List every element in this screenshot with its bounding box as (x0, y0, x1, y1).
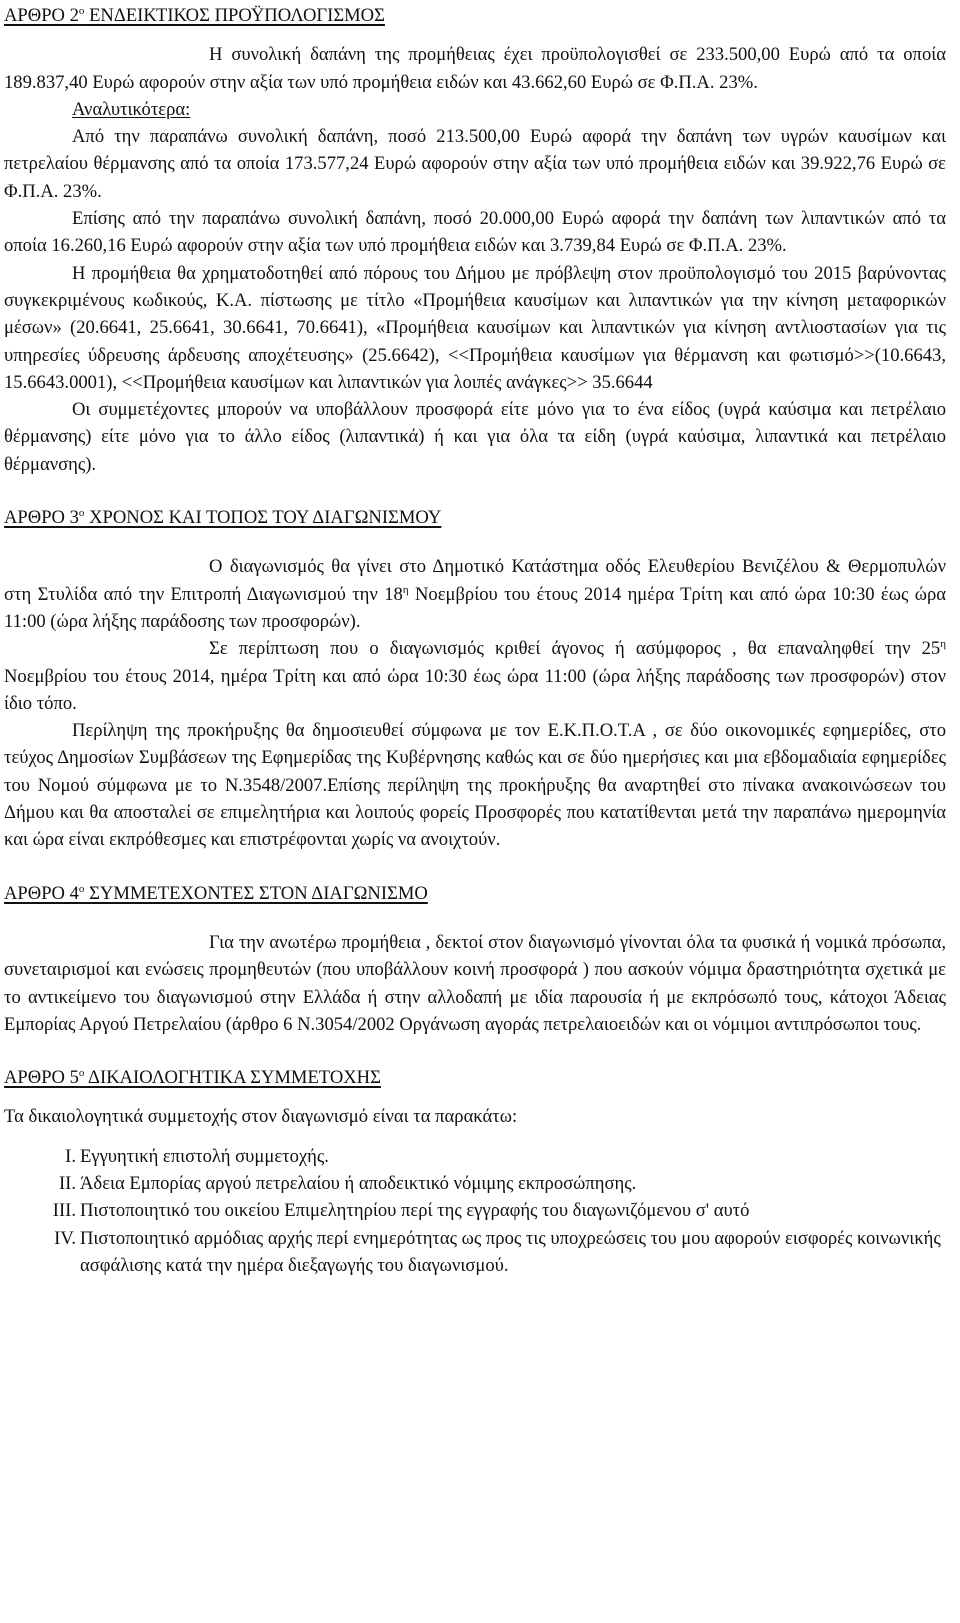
article-5-heading: ΑΡΘΡΟ $5^o$ ΔΙΚΑΙΟΛΟΓΗΤΙΚΑ ΣΥΜΜΕΤΟΧΗΣ (4, 1067, 381, 1089)
article-3-paragraph-repeat: Σε περίπτωση που ο διαγωνισμός κριθεί άγονος ή ασύμφορος , θα επαναληφθεί την $25^\eta$ Νοεμβρίου του έτους 2014, ημέρα Τρίτη και από ώρα 10:30 έως ώρα 11:00 (ώρα λήξης παράδοσης των προσφορών) στον ίδιο τόπο. (4, 638, 946, 714)
article-2-paragraph-participants: Οι συμμετέχοντες μπορούν να υποβάλλουν προσφορά είτε μόνο για το ένα είδος (υγρά καύσιμα και πετρέλαιο θέρμανσης) είτε μόνο για το άλλο είδος (λιπαντικά) ή και για όλα τα είδη (υγρά καύσιμα, λιπαντικά και πετρέλαιο θέρμανσης). (4, 399, 946, 475)
article-2-heading: ΑΡΘΡΟ $2^o$ ΕΝΔΕΙΚΤΙΚΟΣ ΠΡΟΫΠΟΛΟΓΙΣΜΟΣ (4, 5, 385, 26)
article-4-heading: ΑΡΘΡΟ $4^o$ ΣΥΜΜΕΤΕΧΟΝΤΕΣ ΣΤΟΝ ΔΙΑΓΩΝΙΣΜΟ (4, 882, 428, 904)
article-2-paragraph-fuel: Από την παραπάνω συνολική δαπάνη, ποσό 213.500,00 Ευρώ αφορά την δαπάνη των υγρών καυσίμων και πετρελαίου θέρμανσης από τα οποία 173.577,24 Ευρώ αφορούν στην αξία των υπό προμήθεια ειδών και 39.922,76 Ευρώ σε Φ.Π.Α. 23%. (4, 126, 946, 202)
list-item: II. Άδεια Εμπορίας αργού πετρελαίου ή αποδεικτικό νόμιμης εκπροσώπησης. (58, 1172, 637, 1194)
article-4-paragraph-eligible: Για την ανωτέρω προμήθεια , δεκτοί στον διαγωνισμό γίνονται όλα τα φυσικά ή νομικά πρόσωπα, συνεταιρισμοί και ενώσεις προμηθευτών (που υποβάλλουν κοινή προσφορά ) που ασκούν νόμιμα δραστηριότητα σχετικά με το αντικείμενο του διαγωνισμού στην Ελλάδα ή στην αλλοδαπή με ιδία παρουσία ή με εκπρόσωπό τους, κάτοχοι Άδειας Εμπορίας Αργού Πετρελαίου (άρθρο 6 Ν.3054/2002 Οργάνωση αγοράς πετρελαιοειδών και οι νόμιμοι αντιπρόσωποι τους. (4, 931, 946, 1035)
article-3-paragraph-venue: Ο διαγωνισμός θα γίνει στο Δημοτικό Κατάστημα οδός Ελευθερίου Βενιζέλου & Θερμοπυλών στη Στυλίδα από την Επιτροπή Διαγωνισμού την $18^\eta$ Νοεμβρίου του έτους 2014 ημέρα Τρίτη και από ώρα 10:30 έως ώρα 11:00 (ώρα λήξης παράδοσης των προσφορών). (4, 556, 946, 632)
article-3-heading: ΑΡΘΡΟ $3^o$ ΧΡΟΝΟΣ ΚΑΙ ΤΟΠΟΣ ΤΟΥ ΔΙΑΓΩΝΙΣΜΟΥ (4, 507, 442, 529)
article-2-analytika-label: Αναλυτικότερα: (72, 98, 191, 120)
list-item: III. Πιστοποιητικό του οικείου Επιμελητηρίου περί της εγγραφής του διαγωνιζόμενου σ' αυτό (52, 1200, 750, 1222)
article-2-paragraph-lubricants: Επίσης από την παραπάνω συνολική δαπάνη, ποσό 20.000,00 Ευρώ αφορά την δαπάνη των λιπαντικών από τα οποία 16.260,16 Ευρώ αφορούν στην αξία των υπό προμήθεια ειδών και 3.739,84 Ευρώ σε Φ.Π.Α. 23%. (4, 208, 946, 257)
article-5-intro: Τα δικαιολογητικά συμμετοχής στον διαγωνισμό είναι τα παρακάτω: (4, 1106, 518, 1128)
list-item: I. Εγγυητική επιστολή συμμετοχής. (65, 1145, 329, 1167)
article-2-paragraph-funding: Η προμήθεια θα χρηματοδοτηθεί από πόρους του Δήμου με πρόβλεψη στον προϋπολογισμό του 2015 βαρύνοντας συγκεκριμένους κωδικούς, Κ.Α. πίστωσης με τίτλο «Προμήθεια καυσίμων και λιπαντικών για την κίνηση μεταφορικών μέσων» (20.6641, 25.6641, 30.6641, 70.6641), «Προμήθεια καυσίμων και λιπαντικών για κίνηση αντλιοστασίων για τις υπηρεσίες ύδρευσης άρδευσης αποχέτευσης» (25.6642), <<Προμήθεια καυσίμων για θέρμανση και φωτισμό>>(10.6643, 15.6643.0001), <<Προμήθεια καυσίμων και λιπαντικών για λοιπές ανάγκες>> 35.6644 (4, 262, 946, 393)
list-item: IV. Πιστοποιητικό αρμόδιας αρχής περί ενημερότητας ως προς τις υποχρεώσεις του μου αφορούν εισφορές κοινωνικής ασφάλισης κατά την ημέρα διεξαγωγής του διαγωνισμού. (54, 1227, 941, 1276)
article-3-paragraph-publication: Περίληψη της προκήρυξης θα δημοσιευθεί σύμφωνα με τον Ε.Κ.Π.Ο.Τ.Α , σε δύο οικονομικές εφημερίδες, στο τεύχος Δημοσίων Συμβάσεων της Εφημερίδας της Κυβέρνησης καθώς και σε δύο ημερήσιες και μια εβδομαδιαία εφημερίδες του Νομού σύμφωνα με το Ν.3548/2007.Επίσης περίληψη της προκήρυξης θα αναρτηθεί στο πίνακα ανακοινώσεων του Δήμου και θα αποσταλεί σε επιμελητήρια και λοιπούς φορείς Προσφορές που κατατίθενται μετά την παραπάνω ημερομηνία και ώρα είναι εκπρόθεσμες και επιστρέφονται χωρίς να ανοιχτούν. (4, 720, 946, 851)
article-2-paragraph-total-cost: Η συνολική δαπάνη της προμήθειας έχει προϋπολογισθεί σε 233.500,00 Ευρώ από τα οποία 189.837,40 Ευρώ αφορούν στην αξία των υπό προμήθεια ειδών και 43.662,60 Ευρώ σε Φ.Π.Α. 23%. (4, 44, 946, 93)
article-5-requirements-list (4, 1143, 946, 1279)
